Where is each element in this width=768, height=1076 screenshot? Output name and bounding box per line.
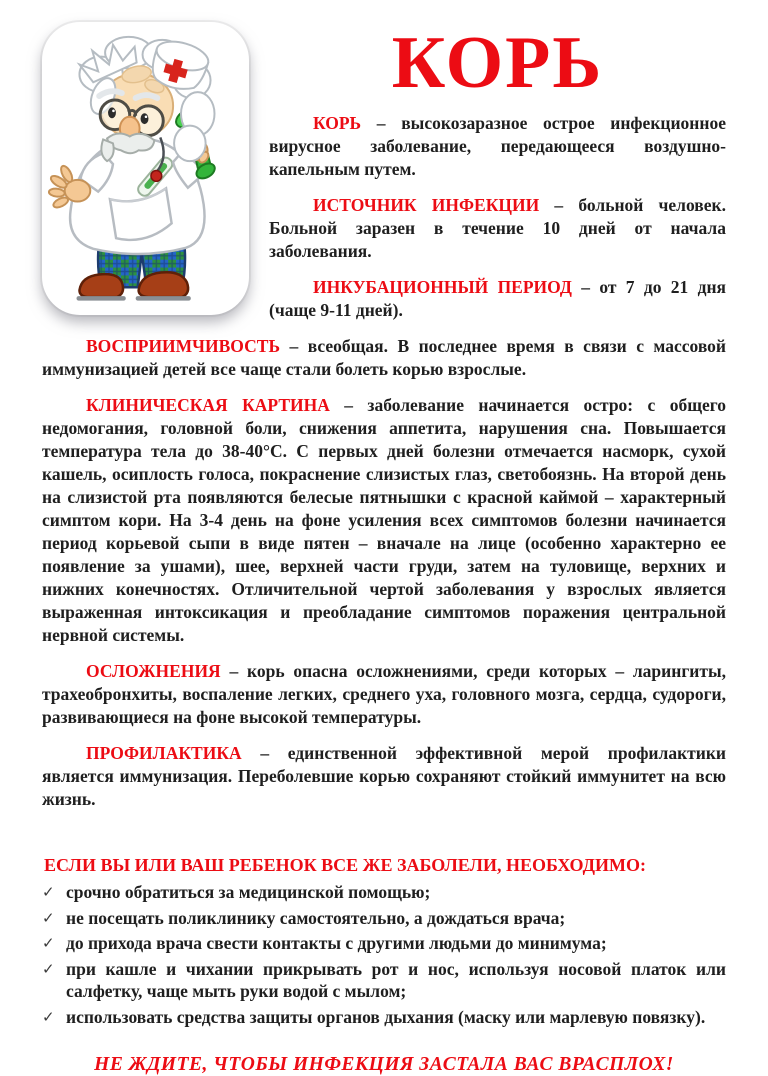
section-heading: ИСТОЧНИК ИНФЕКЦИИ — [313, 195, 540, 215]
section-heading: ПРОФИЛАКТИКА — [86, 743, 242, 763]
section-body: – единственной эффективной мерой профилактики является иммунизация. Переболевшие корью сохраняют стойкий иммунитет на всю жизнь. — [42, 743, 727, 809]
section-body: – заболевание начинается остро: с общего недомогания, головной боли, снижения аппетита, нарушения сна. Повышается температура тела до 38-40°С. С первых дней болезни отмечается насморк, сухой кашель, осиплость голоса, покраснение слизистых глаз, светобоязнь. На второй день на слизистой рта появляются белесые пятнышки с красной каймой – характерный симптом кори. На 3-4 день на фоне усиления всех симптомов болезни начинается период корьевой сыпи в виде пятен – вначале на лице (особенно характерно ее появление за ушами), шее, верхней части груди, затем на туловище, верхних и нижних конечностях. Отличительной чертой заболевания у взрослых является выраженная интоксикация и преобладание симптомов поражения центральной нервной системы. — [42, 395, 727, 645]
checklist-heading: ЕСЛИ ВЫ ИЛИ ВАШ РЕБЕНОК ВСЕ ЖЕ ЗАБОЛЕЛИ, НЕОБХОДИМО: — [44, 855, 646, 875]
checklist-section — [42, 853, 726, 1028]
section-body: – от 7 до 21 дня (чаще 9-11 дней). — [269, 277, 727, 320]
footer-warning: НЕ ЖДИТЕ, ЧТОБЫ ИНФЕКЦИЯ ЗАСТАЛА ВАС ВРАСПЛОХ! — [94, 1054, 674, 1075]
section-body: – корь опасна осложнениями, среди которых – ларингиты, трахеобронхиты, воспаление легких, среднего уха, головного мозга, сердца, судороги, развивающиеся на фоне высокой температуры. — [42, 661, 726, 727]
section-body: – высокозаразное острое инфекционное вирусное заболевание, передающееся воздушно-капельным путем. — [269, 113, 726, 179]
checkmark-icon: ✓ — [42, 934, 55, 952]
checklist-item-text: срочно обратиться за медицинской помощью; — [66, 882, 431, 902]
section-body: – всеобщая. В последнее время в связи с массовой иммунизацией детей все чаще стали болеть корью взрослые. — [42, 336, 726, 379]
paragraph-prevention — [42, 742, 726, 811]
checkmark-icon: ✓ — [42, 883, 55, 901]
paragraph-susceptibility — [42, 335, 726, 381]
section-heading: ИНКУБАЦИОННЫЙ ПЕРИОД — [313, 277, 572, 297]
checklist-item — [42, 1006, 726, 1029]
checklist-item — [42, 932, 726, 955]
checkmark-icon: ✓ — [42, 1007, 55, 1026]
checklist-item-text: до прихода врача свести контакты с другими людьми до минимума; — [66, 933, 607, 953]
checklist-item — [42, 881, 726, 904]
doctor-card — [42, 22, 249, 315]
checkmark-icon: ✓ — [42, 908, 55, 927]
checklist-item — [42, 958, 726, 1003]
section-heading: ВОСПРИИМЧИВОСТЬ — [86, 336, 281, 356]
checklist-item-text: при кашле и чихании прикрывать рот и нос, используя носовой платок или салфетку, чаще мыть руки водой с мылом; — [66, 958, 726, 1001]
cartoon-doctor-icon — [42, 22, 249, 315]
paragraph-complications — [42, 660, 726, 729]
checkmark-icon: ✓ — [42, 959, 55, 978]
checklist-items — [42, 881, 726, 1028]
section-heading: ОСЛОЖНЕНИЯ — [86, 661, 221, 681]
paragraph-clinical-picture — [42, 394, 726, 647]
section-heading: КОРЬ — [313, 113, 362, 133]
section-body: – больной человек. Больной заразен в течение 10 дней от начала заболевания. — [269, 195, 726, 261]
page-title: КОРЬ — [391, 22, 604, 104]
section-heading: КЛИНИЧЕСКАЯ КАРТИНА — [86, 395, 330, 415]
checklist-item — [42, 907, 726, 930]
checklist-item-text: не посещать поликлинику самостоятельно, а дождаться врача; — [66, 907, 566, 928]
checklist-item-text: использовать средства защиты органов дыхания (маску или марлевую повязку). — [66, 1006, 706, 1027]
